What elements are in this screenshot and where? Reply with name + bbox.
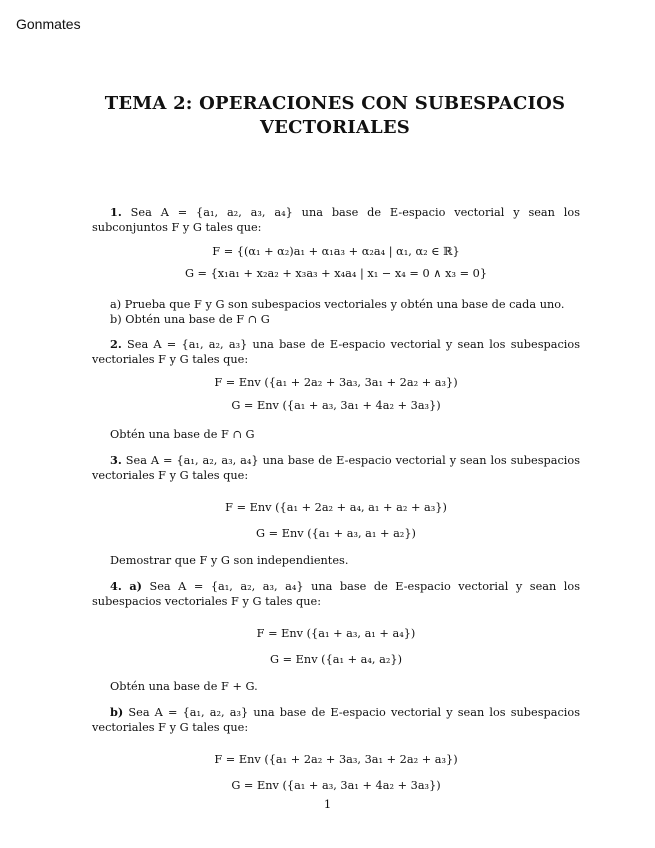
problem-number: 1. (110, 205, 122, 219)
problem-text: Sea A = {a₁, a₂, a₃} una base de E-espacio vectorial y sean los subespacios vectoriales F y G tales que: (92, 338, 580, 366)
brand-header: Gonmates (16, 16, 81, 32)
problem-number: 2. (110, 337, 122, 351)
equation: F = {(α₁ + α₂)a₁ + α₁a₃ + α₂a₄ | α₁, α₂ ∈ ℝ} (212, 245, 460, 258)
problem-4a-intro (92, 579, 580, 609)
problem-text: Sea A = {a₁, a₂, a₃, a₄} una base de E-espacio vectorial y sean los subespacios vectoriales F y G tales que: (92, 580, 580, 608)
question-text: Obtén una base de F ∩ G (110, 428, 255, 441)
question-text: Obtén una base de F + G. (110, 680, 258, 693)
question-text: Demostrar que F y G son independientes. (110, 554, 349, 567)
problem-1-intro (92, 205, 580, 235)
equation: G = Env ({a₁ + a₃, a₁ + a₂}) (256, 527, 416, 540)
page-title (90, 92, 580, 140)
problem-text: Sea A = {a₁, a₂, a₃} una base de E-espacio vectorial y sean los subespacios vectoriales F y G tales que: (92, 706, 581, 734)
title-line-1: TEMA 2: OPERACIONES CON SUBESPACIOS (104, 93, 566, 114)
problem-2-intro (92, 337, 580, 367)
item-a: a) Prueba que F y G son subespacios vectoriales y obtén una base de cada uno. (110, 298, 565, 311)
equation: G = Env ({a₁ + a₄, a₂}) (270, 653, 402, 666)
subproblem-label: a) (129, 579, 142, 593)
equation: F = Env ({a₁ + 2a₂ + 3a₃, 3a₁ + 2a₂ + a₃}) (214, 376, 458, 389)
item-b: b) Obtén una base de F ∩ G (110, 313, 270, 326)
problem-3-intro (92, 453, 580, 483)
equation: F = Env ({a₁ + 2a₂ + 3a₃, 3a₁ + 2a₂ + a₃}) (214, 753, 458, 766)
document-body (92, 205, 580, 799)
problem-number: 4. (110, 579, 122, 593)
problem-number: 3. (110, 453, 122, 467)
problem-4b-intro (92, 705, 580, 735)
equation: G = Env ({a₁ + a₃, 3a₁ + 4a₂ + 3a₃}) (231, 399, 441, 412)
problem-text: Sea A = {a₁, a₂, a₃, a₄} una base de E-espacio vectorial y sean los subconjuntos F y G tales que: (92, 206, 581, 234)
subproblem-label: b) (110, 705, 124, 719)
page-number: 1 (323, 797, 332, 811)
equation: G = Env ({a₁ + a₃, 3a₁ + 4a₂ + 3a₃}) (231, 779, 441, 792)
title-line-2: VECTORIALES (259, 117, 410, 138)
equation: G = {x₁a₁ + x₂a₂ + x₃a₃ + x₄a₄ | x₁ − x₄ = 0 ∧ x₃ = 0} (184, 267, 488, 280)
problem-text: Sea A = {a₁, a₂, a₃, a₄} una base de E-espacio vectorial y sean los subespacios vectoriales F y G tales que: (92, 454, 580, 482)
equation: F = Env ({a₁ + a₃, a₁ + a₄}) (256, 627, 416, 640)
equation: F = Env ({a₁ + 2a₂ + a₄, a₁ + a₂ + a₃}) (225, 501, 447, 514)
